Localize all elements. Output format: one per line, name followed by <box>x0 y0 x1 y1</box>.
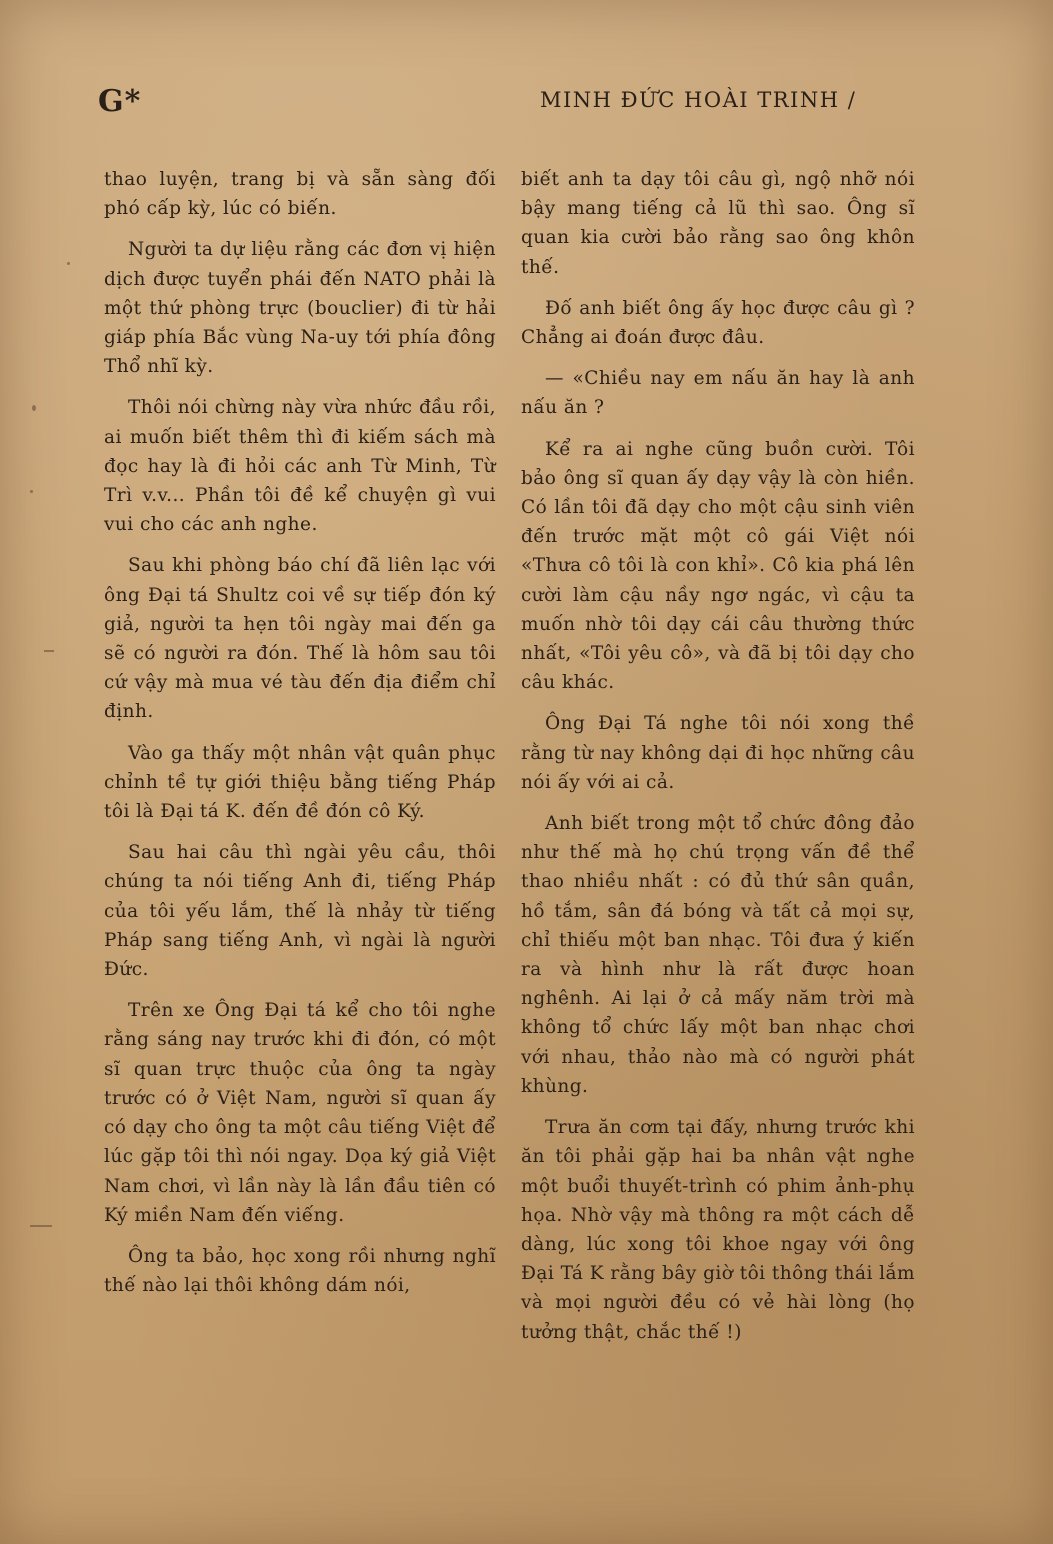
paper-speck <box>67 262 70 265</box>
right-text-column <box>521 165 915 1359</box>
paragraph: thao luyện, trang bị và sẵn sàng đối phó cấp kỳ, lúc có biến. <box>104 169 496 220</box>
paragraph: Vào ga thấy một nhân vật quân phục chỉnh tề tự giới thiệu bằng tiếng Pháp tôi là Đại tá K. đến đề đón cô Ký. <box>104 742 496 823</box>
paragraph: Ông ta bảo, học xong rồi nhưng nghĩ thế nào lại thôi không dám nói, <box>104 1245 496 1297</box>
paragraph: Đố anh biết ông ấy học được câu gì ? Chẳng ai đoán được đâu. <box>521 297 915 349</box>
paragraph: Trên xe Ông Đại tá kể cho tôi nghe rằng sáng nay trước khi đi đón, có một sĩ quan trực thuộc của ông ta ngày trước có ở Việt Nam, người sĩ quan ấy có dạy cho ông ta một câu tiếng Việt để lúc gặp tôi thì nói ngay. Dọa ký giả Việt Nam chơi, vì lần này là lần đầu tiên có Ký miền Nam đến viếng. <box>104 1000 496 1226</box>
paragraph: Người ta dự liệu rằng các đơn vị hiện dịch được tuyển phái đến NATO phải là một thứ phòng trực (bouclier) đi từ hải giáp phía Bắc vùng Na-uy tới phía đông Thổ nhĩ kỳ. <box>104 239 496 378</box>
paper-speck <box>32 405 36 411</box>
paragraph: biết anh ta dạy tôi câu gì, ngộ nhỡ nói bậy mang tiếng cả lũ thì sao. Ông sĩ quan kia cười bảo rằng sao ông khôn thế. <box>521 169 915 278</box>
paper-speck <box>30 490 33 493</box>
paragraph: Kể ra ai nghe cũng buồn cười. Tôi bảo ông sĩ quan ấy dạy vậy là còn hiền. Có lần tôi đã dạy cho một cậu sinh viên đến trước mặt một cô gái Việt nói «Thưa cô tôi là con khỉ». Cô kia phá lên cười làm cậu nầy ngơ ngác, vì cậu ta muốn nhờ tôi dạy cái câu thường thức nhất, «Tôi yêu cô», và đã bị tôi dạy cho câu khác. <box>521 438 915 694</box>
page-signature-mark: G* <box>98 84 142 119</box>
left-text-column <box>104 165 496 1312</box>
paragraph: Trưa ăn cơm tại đấy, nhưng trước khi ăn tôi phải gặp hai ba nhân vật nghe một buổi thuyết-trình có phim ảnh-phụ họa. Nhờ vậy mà thông ra một cách dễ dàng, lúc xong tôi khoe ngay với ông Đại Tá K rằng bây giờ tôi thông thái lắm và mọi người đều có vẻ hài lòng (họ tưởng thật, chắc thế !) <box>521 1117 915 1343</box>
paragraph: Anh biết trong một tổ chức đông đảo như thế mà họ chú trọng vấn đề thể thao nhiều nhất : có đủ thứ sân quần, hồ tắm, sân đá bóng và tất cả mọi sự, chỉ thiếu một ban nhạc. Tôi đưa ý kiến ra và hình như là rất được hoan nghênh. Ai lại ở cả mấy năm trời mà không tổ chức lấy một ban nhạc chơi với nhau, thảo nào mà có người phát khùng. <box>521 813 915 1097</box>
paragraph: Sau khi phòng báo chí đã liên lạc với ông Đại tá Shultz coi về sự tiếp đón ký giả, người ta hẹn tôi ngày mai đến ga sẽ có người ra đón. Thế là hôm sau tôi cứ vậy mà mua vé tàu đến địa điểm chỉ định. <box>104 555 496 723</box>
paragraph: Ông Đại Tá nghe tôi nói xong thề rằng từ nay không dại đi học những câu nói ấy với ai cả. <box>521 713 915 793</box>
running-head-author: MINH ĐỨC HOÀI TRINH / <box>540 88 857 112</box>
paper-mark <box>44 650 54 652</box>
paper-mark <box>30 1225 52 1227</box>
paragraph: Sau hai câu thì ngài yêu cầu, thôi chúng ta nói tiếng Anh đi, tiếng Pháp của tôi yếu lắm, thế là nhảy từ tiếng Pháp sang tiếng Anh, vì ngài là người Đức. <box>104 842 496 981</box>
paragraph: — «Chiều nay em nấu ăn hay là anh nấu ăn ? <box>521 368 915 419</box>
paragraph: Thôi nói chừng này vừa nhức đầu rồi, ai muốn biết thêm thì đi kiếm sách mà đọc hay là đi hỏi các anh Từ Minh, Từ Trì v.v... Phần tôi đề kể chuyện gì vui vui cho các anh nghe. <box>104 397 496 536</box>
